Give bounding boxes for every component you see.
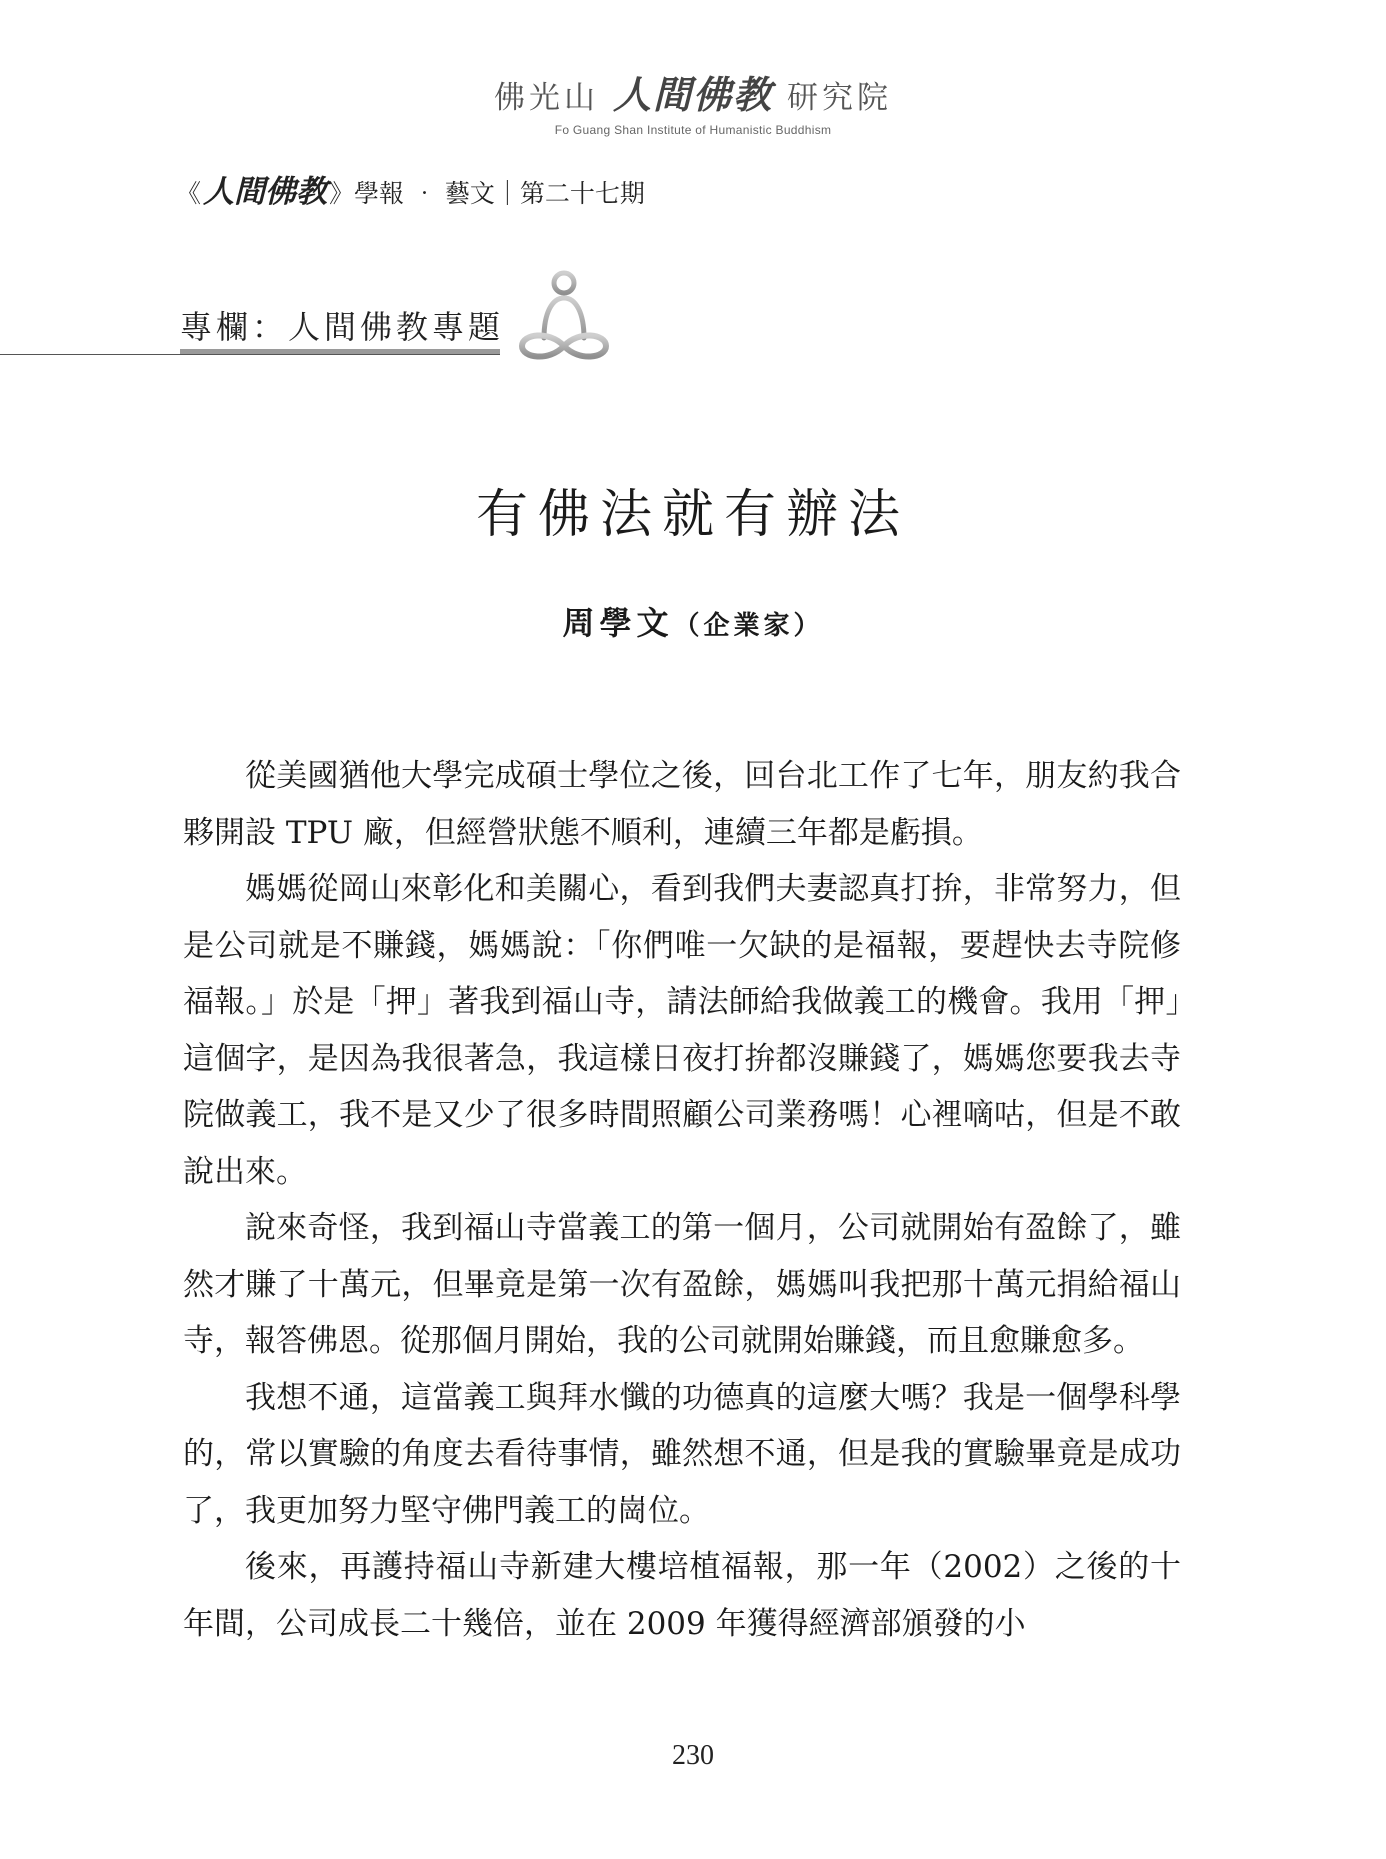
institute-brand: 人間佛教 — [612, 72, 773, 117]
journal-brand: 人間佛教 — [203, 174, 328, 210]
institute-name — [0, 64, 1386, 119]
paragraph: 我想不通，這當義工與拜水懺的功德真的這麼大嗎？我是一個學科學的，常以實驗的角度去看待事情，雖然想不通，但是我的實驗畢竟是成功了，我更加努力堅守佛門義工的崗位。 — [183, 1379, 1181, 1529]
meditating-figure-icon — [514, 268, 614, 364]
paragraph: 媽媽從岡山來彰化和美關心，看到我們夫妻認真打拚，非常努力，但是公司就是不賺錢，媽媽說：「你們唯一欠缺的是福報，要趕快去寺院修福報。」於是「押」著我到福山寺，請法師給我做義工的機會。我用「押」這個字，是因為我很著急，我這樣日夜打拚都沒賺錢了，媽媽您要我去寺院做義工，我不是又少了很多時間照顧公司業務嗎！心裡嘀咕，但是不敢說出來。 — [183, 871, 1181, 1190]
article-author-role: （企業家） — [673, 611, 824, 641]
paragraph: 說來奇怪，我到福山寺當義工的第一個月，公司就開始有盈餘了，雖然才賺了十萬元，但畢竟是第一次有盈餘，媽媽叫我把那十萬元捐給福山寺，報答佛恩。從那個月開始，我的公司就開始賺錢，而且愈賺愈多。 — [183, 1210, 1181, 1359]
institute-prefix: 佛光山 — [493, 80, 599, 116]
column-label: 專欄：人間佛教專題 — [180, 308, 505, 346]
paragraph: 從美國猶他大學完成碩士學位之後，回台北工作了七年，朋友約我合夥開設 TPU 廠，但經營狀態不順利，連續三年都是虧損。 — [183, 758, 1181, 851]
column-rule — [0, 354, 500, 355]
journal-bracket-open: 《 — [176, 179, 202, 208]
journal-bracket-close: 》 — [329, 179, 355, 208]
institute-suffix: 研究院 — [787, 80, 892, 116]
article-body — [183, 748, 1181, 1652]
institute-header — [0, 64, 1386, 137]
journal-issue: 學報 ‧ 藝文｜第二十七期 — [354, 179, 645, 208]
institute-english-name: Fo Guang Shan Institute of Humanistic Buddhism — [554, 123, 832, 137]
article-author-line — [0, 598, 1386, 644]
page-number: 230 — [672, 1740, 714, 1771]
journal-header — [176, 166, 645, 211]
paragraph: 後來，再護持福山寺新建大樓培植福報，那一年（2002）之後的十年間，公司成長二十幾倍，並在 2009 年獲得經濟部頒發的小 — [183, 1549, 1181, 1642]
article-title: 有佛法就有辦法 — [475, 485, 910, 545]
article-author: 周學文 — [562, 604, 674, 642]
